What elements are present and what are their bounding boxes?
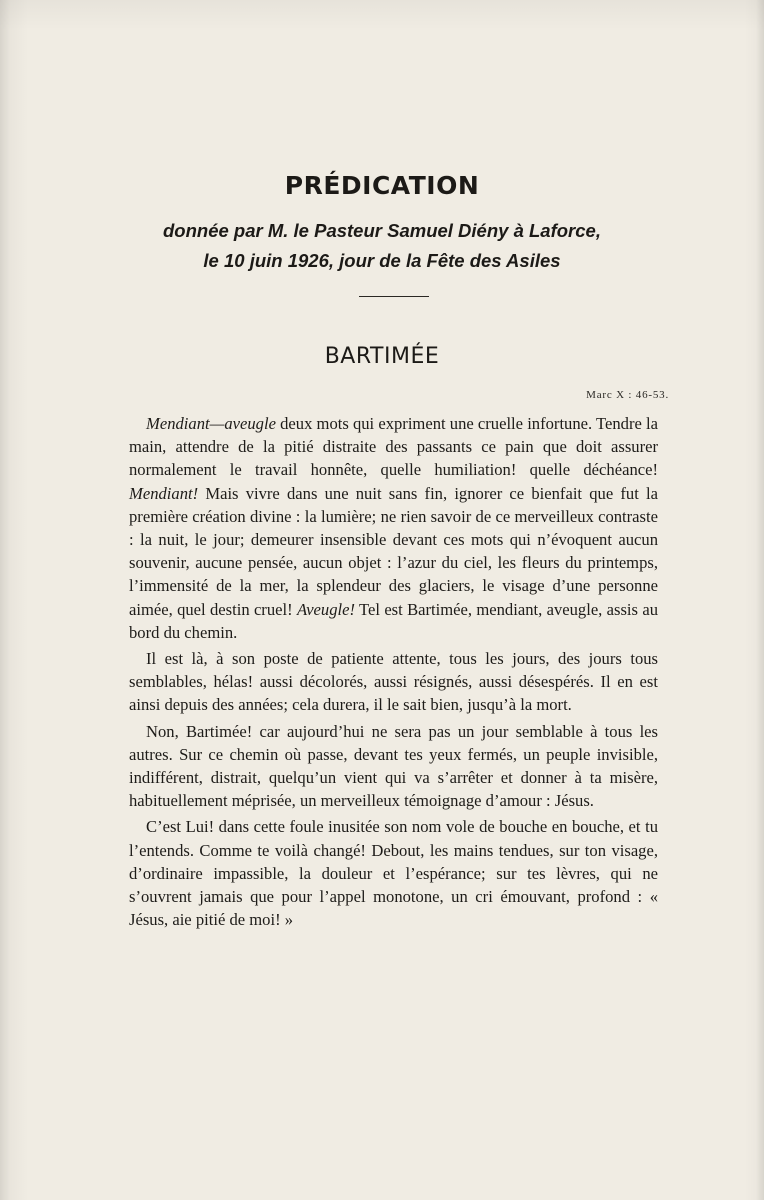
paragraph-1-text-2: Mais vivre dans une nuit sans fin, ignorer ce bienfait que fut la première création divine : la lumière; ne rien savoir de ce merveilleux contraste : la nuit, le jour; demeurer insensible devant ces mots qui n’évoquent aucun souvenir, aucune pensée, aucun objet : l’azur du ciel, les fleurs du printemps, l’immensité de la mer, la splendeur des glaciers, le visage d’une personne aimée, quel destin cruel!: [129, 483, 658, 619]
section-heading: BARTIMÉE: [324, 344, 440, 369]
sermon-body: [129, 412, 658, 934]
page-title: PRÉDICATION: [284, 171, 480, 200]
paragraph-1-italic-2: Mendiant!: [129, 483, 199, 503]
paragraph-1-italic-1: Mendiant—aveugle: [146, 414, 276, 433]
paragraph-4: C’est Lui! dans cette foule inusitée son nom vole de bouche en bouche, et tu l’entends. Comme te voilà changé! Debout, les mains tendues, sur ton visage, d’ordinaire impassible, la douleur et l’espérance; sur tes lèvres, qui ne s’ouvrent jamais que pour l’appel monotone, un cri émouvant, profond : « Jésus, aie pitié de moi! »: [129, 817, 658, 930]
subtitle-line-1: donnée par M. le Pasteur Samuel Diény à Laforce,: [163, 220, 601, 241]
paragraph-3: Non, Bartimée! car aujourd’hui ne sera pas un jour semblable à tous les autres. Sur ce chemin où passe, devant tes yeux fermés, un peuple invisible, indifférent, distrait, quelqu’un vient qui va s’arrêter et donner à ta misère, habituellement méprisée, un merveilleux témoignage d’amour : Jésus.: [129, 721, 658, 811]
paragraph-2: Il est là, à son poste de patiente attente, tous les jours, des jours tous semblables, hélas! aussi décolorés, aussi résignés, aussi désespérés. Il en est ainsi depuis des années; cela durera, il le sait bien, jusqu’à la mort.: [129, 649, 658, 715]
scripture-reference: Marc X : 46-53.: [586, 389, 669, 401]
paragraph-1-text-1: deux mots qui expriment une cruelle infortune. Tendre la main, attendre de la pitié distraite des passants ce pain que doit assurer normalement le travail honnête, quelle humiliation! quelle déchéance!: [129, 414, 658, 480]
paragraph-1-text-3: Tel est Bartimée, mendiant, aveugle, assis au bord du chemin.: [129, 599, 658, 642]
subtitle-line-2: le 10 juin 1926, jour de la Fête des Asiles: [203, 250, 561, 271]
paragraph-1: [129, 412, 658, 644]
divider-rule: [359, 296, 429, 297]
paragraph-1-italic-3: Aveugle!: [296, 599, 356, 619]
